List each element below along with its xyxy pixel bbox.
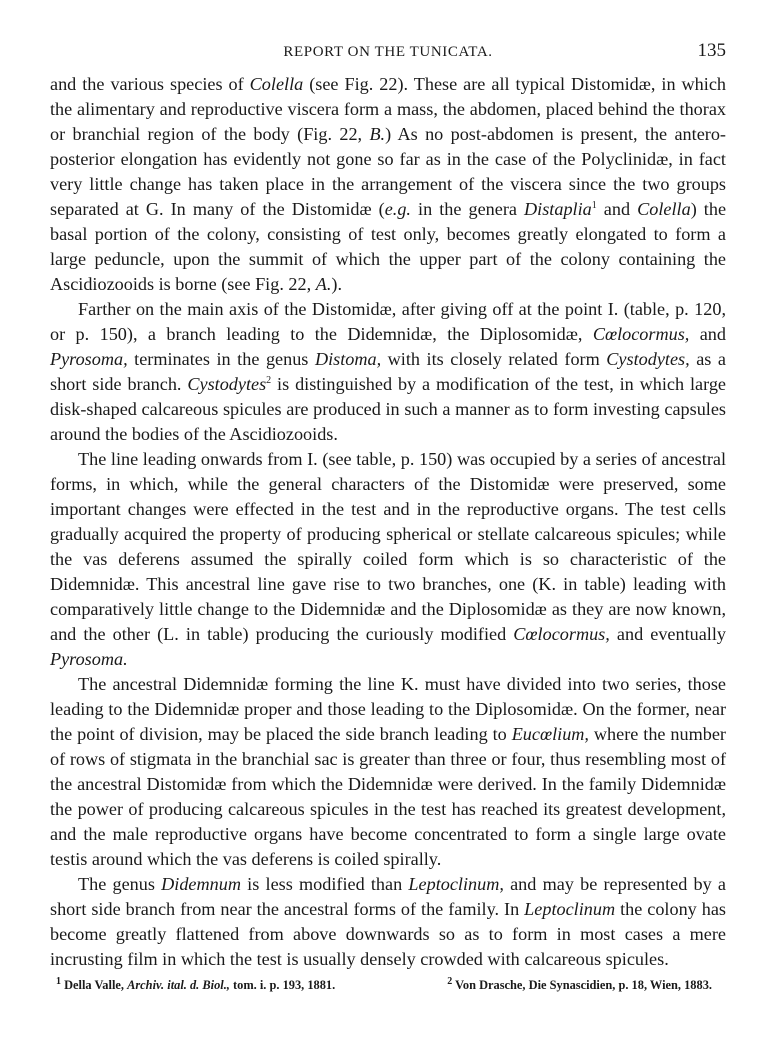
- italic-term: Cœlocormus,: [592, 324, 690, 344]
- text-run: tom. i. p. 193, 1881.: [229, 978, 336, 992]
- text-run: (see Fig. 22). These are all typical Distomidæ, in which the alimentary and reproductive viscera form a mass, the abdomen, placed behind the thorax or branchial region of the body (Fig. 22,: [50, 74, 726, 144]
- text-run: The genus: [78, 874, 162, 894]
- italic-term: Didemnum: [161, 874, 241, 894]
- text-run: and eventually: [609, 624, 726, 644]
- text-run: where the number of rows of stigmata in the branchial sac is greater than three or four, thus resembling most of the ancestral Distomidæ from which the Didemnidæ were derived. In the family Didemnidæ the power of producing calcareous spicules in the test has reached its greatest development, and the male reproductive organs have become concentrated to form a single large ovate testis around which the vas deferens is coiled spirally.: [50, 724, 726, 869]
- italic-term: Cystodytes: [187, 374, 267, 394]
- page-number: 135: [697, 40, 726, 61]
- footnote-1: [56, 975, 336, 993]
- text-run: Von Drasche, Die Synascidien, p. 18, Wien, 1883.: [452, 978, 712, 992]
- text-run: in the genera: [410, 199, 525, 219]
- paragraph-4: [50, 672, 726, 872]
- italic-term: Pyrosoma,: [50, 349, 128, 369]
- text-run: The line leading onwards from I. (see table, p. 150) was occupied by a series of ancestral forms, in which, while the general characters of the Distomidæ were preserved, some important changes were effected in the test and in the reproductive organs. The test cells gradually acquired the property of producing spherical or stellate calcareous spicules; while the vas deferens assumed the spirally coiled form which is so characteristic of the Didemnidæ. This ancestral line gave rise to two branches, one (K. in table) leading with comparatively little change to the Didemnidæ and the Diplosomidæ as they are now known, and the other (L. in table) producing the curiously modified: [50, 449, 726, 644]
- text-run: and: [596, 199, 638, 219]
- italic-term: Distoma,: [314, 349, 382, 369]
- italic-term: Distaplia: [524, 199, 592, 219]
- italic-term: A.: [315, 274, 332, 294]
- paragraph-1: [50, 72, 726, 297]
- text-run: Farther on the main axis of the Distomidæ, after giving off at the point I. (table, p. 120, or p. 150), a branch leading to the Didemnidæ, the Diplosomidæ,: [50, 299, 726, 344]
- footnote-marker: 2: [447, 975, 453, 987]
- paragraph-5: [50, 872, 726, 972]
- page-header: [50, 40, 726, 64]
- text-run: and may be represented by a short side branch from near the ancestral forms of the family. In: [50, 874, 726, 919]
- footnote-marker: 1: [591, 199, 597, 211]
- italic-term: e.g.: [384, 199, 411, 219]
- text-run: ).: [331, 274, 342, 294]
- text-run: the colony has become greatly flattened from above downwards so as to form in most cases a mere incrusting film in which the test is usually densely crowded with calcareous spicules.: [50, 899, 726, 969]
- italic-term: B.: [369, 124, 386, 144]
- footnotes: [50, 975, 726, 993]
- italic-term: Leptoclinum: [524, 899, 616, 919]
- italic-term: Archiv. ital. d. Biol.,: [127, 978, 230, 992]
- italic-term: Colella: [249, 74, 304, 94]
- running-title: REPORT ON THE TUNICATA.: [283, 44, 493, 60]
- text-run: with its closely related form: [381, 349, 607, 369]
- paragraph-2: [50, 297, 726, 447]
- italic-term: Pyrosoma.: [50, 649, 128, 669]
- text-run: is distinguished by a modification of the test, in which large disk-shaped calcareous spicules are produced in such a manner as to form investing capsules around the bodies of the Ascidiozooids.: [50, 374, 726, 444]
- text-run: and the various species of: [50, 74, 250, 94]
- italic-term: Eucœlium,: [511, 724, 589, 744]
- text-run: is less modified than: [240, 874, 409, 894]
- text-run: ) As no post-abdomen is present, the antero-posterior elongation has evidently not gone so far as in the case of the Polyclinidæ, in fact very little change has taken place in the arrangement of the viscera since the two groups separated at G. In many of the Distomidæ (: [50, 124, 726, 219]
- footnote-marker: 1: [56, 975, 61, 987]
- footnote-2: [447, 975, 712, 993]
- text-run: ) the basal portion of the colony, consisting of test only, becomes greatly elongated to form a large peduncle, upon the summit of which the upper part of the colony containing the Ascidiozooids is borne (see Fig. 22,: [50, 199, 727, 294]
- paragraph-3: [50, 447, 726, 672]
- text-run: terminates in the genus: [127, 349, 315, 369]
- document-page: [50, 40, 726, 993]
- text-run: as a short side branch.: [50, 349, 726, 394]
- body-text: [50, 72, 726, 972]
- italic-term: Colella: [637, 199, 691, 219]
- footnote-marker: 2: [266, 374, 272, 386]
- text-run: Della Valle,: [61, 978, 128, 992]
- text-run: and: [689, 324, 726, 344]
- italic-term: Leptoclinum,: [408, 874, 504, 894]
- text-run: The ancestral Didemnidæ forming the line K. must have divided into two series, those leading to the Didemnidæ proper and those leading to the Diplosomidæ. On the former, near the point of division, may be placed the side branch leading to: [50, 674, 726, 744]
- italic-term: Cystodytes,: [606, 349, 690, 369]
- italic-term: Cœlocormus,: [513, 624, 610, 644]
